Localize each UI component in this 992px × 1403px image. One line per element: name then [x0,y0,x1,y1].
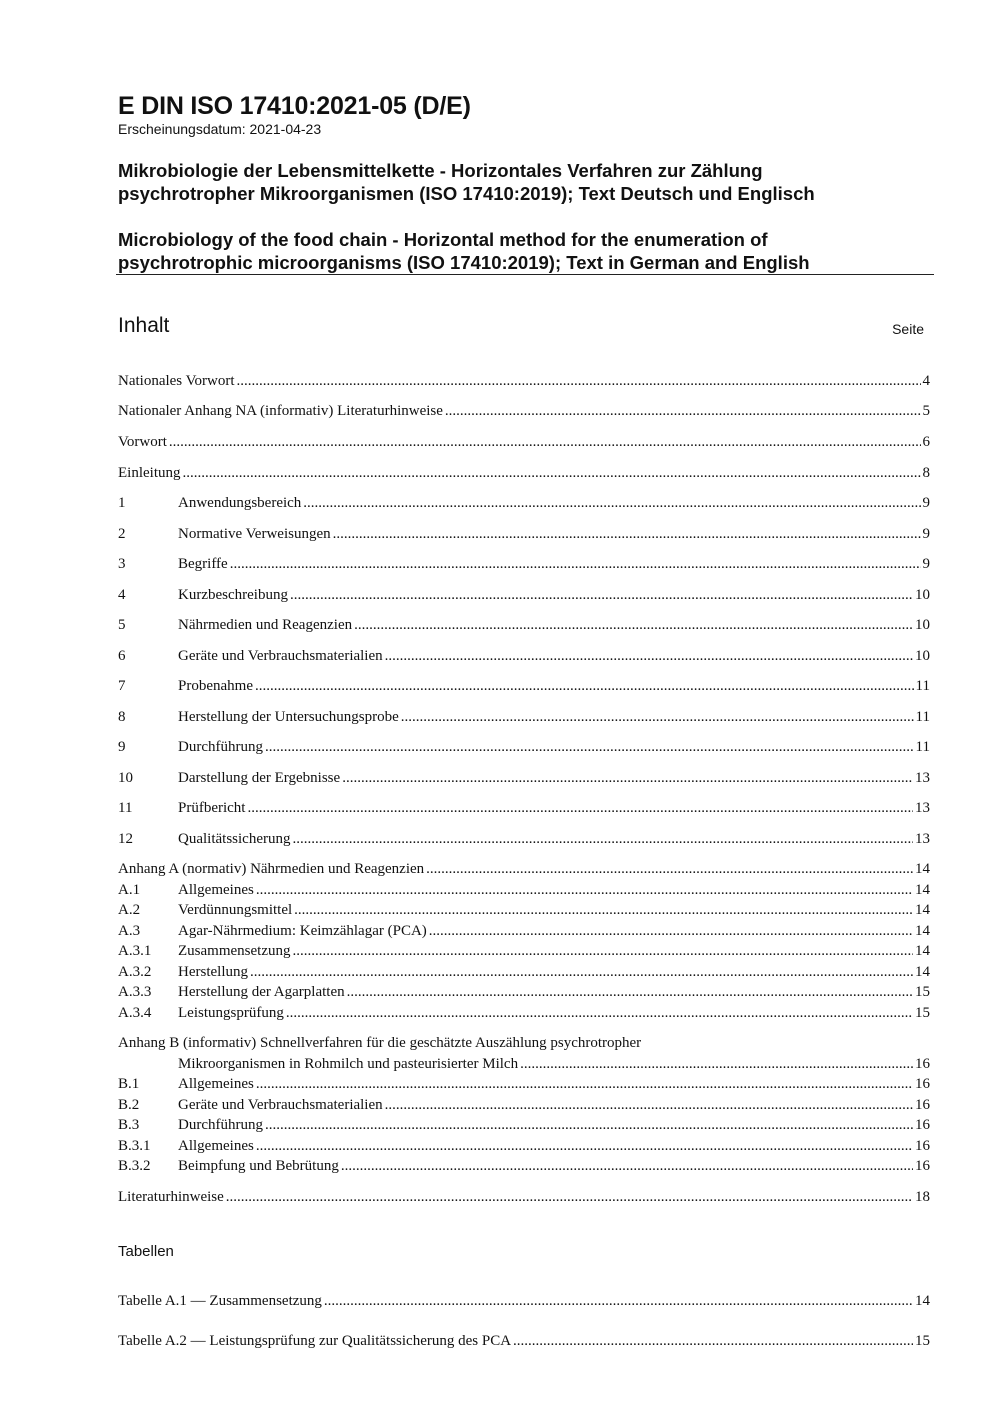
dot-leader [292,941,913,961]
toc-entry[interactable] [118,524,930,544]
dot-leader [247,798,913,818]
dot-leader [250,962,913,982]
toc-entry[interactable] [118,1095,930,1115]
toc-entry[interactable] [118,768,930,788]
toc-entry-page: 11 [915,739,930,755]
toc-entry-title: Durchführung [178,739,263,755]
toc-entry[interactable] [118,554,930,574]
toc-entry[interactable] [118,859,930,879]
toc-entry-title: Leistungsprüfung [178,1005,284,1021]
toc-entry-title: Herstellung [178,964,248,980]
toc-entry[interactable] [118,880,930,900]
toc-entry-title: Begriffe [178,556,228,572]
toc-entry-page: 14 [915,902,930,918]
dot-leader [256,880,913,900]
toc-entry-page: 5 [922,403,930,419]
dot-leader [226,1187,913,1207]
toc-entry[interactable] [118,1136,930,1156]
dot-leader [426,859,913,879]
dot-leader [429,921,913,941]
dot-leader [169,432,921,452]
toc-entry-page: 9 [922,526,930,542]
toc-entry-number: 12 [118,831,133,847]
publication-date: Erscheinungsdatum: 2021-04-23 [118,121,322,137]
toc-entry-title: Nationaler Anhang NA (informativ) Literaturhinweise [118,403,443,419]
toc-entry-title: Anhang A (normativ) Nährmedien und Reagenzien [118,861,425,877]
toc-entry-page: 14 [915,861,930,877]
toc-entry-number: B.1 [118,1076,140,1092]
toc-entry[interactable] [118,900,930,920]
toc-entry-title: Literaturhinweise [118,1189,224,1205]
title-english-line: psychrotrophic microorganisms (ISO 17410:2019); Text in German and English [118,252,810,273]
dot-leader [237,371,921,391]
toc-entry-page: 9 [922,556,930,572]
toc-entry[interactable] [118,1115,930,1135]
title-german-line: Mikrobiologie der Lebensmittelkette - Horizontales Verfahren zur Zählung [118,160,763,181]
toc-entry[interactable] [118,1331,930,1351]
toc-entry-page: 11 [915,709,930,725]
toc-entry-title: Allgemeines [178,882,254,898]
toc-heading: Inhalt [118,314,170,337]
toc-entry[interactable] [118,401,930,421]
toc-entry[interactable] [118,1074,930,1094]
dot-leader [342,768,913,788]
toc-entry-number: 11 [118,800,133,816]
toc-entry-number: A.3.3 [118,984,152,1000]
title-german-line: psychrotropher Mikroorganismen (ISO 17410:2019); Text Deutsch und Englisch [118,183,815,204]
dot-leader [513,1331,913,1351]
toc-entry-title: Vorwort [118,434,167,450]
toc-entry-page: 16 [915,1097,930,1113]
title-english [118,228,810,274]
toc-entry-number: 5 [118,617,126,633]
title-german [118,159,815,205]
dot-leader [324,1291,913,1311]
toc-entry-number: A.3 [118,923,141,939]
toc-entry-page: 16 [915,1138,930,1154]
toc-entry-number: A.2 [118,902,141,918]
toc-entry[interactable] [118,1054,930,1074]
toc-entry-number: A.3.4 [118,1005,152,1021]
dot-leader [292,829,913,849]
toc-entry-page: 10 [915,587,930,603]
toc-entry-page: 9 [922,495,930,511]
toc-entry-title: Durchführung [178,1117,263,1133]
dot-leader [401,707,914,727]
toc-entry-page: 11 [915,678,930,694]
dot-leader [256,1074,913,1094]
title-english-line: Microbiology of the food chain - Horizontal method for the enumeration of [118,229,768,250]
toc-entry-page: 18 [915,1189,930,1205]
toc-entry-page: 4 [922,373,930,389]
dot-leader [265,1115,913,1135]
toc-entry-number: 6 [118,648,126,664]
title-divider [116,274,934,275]
toc-entry-page: 14 [915,943,930,959]
toc-entry-title: Herstellung der Agarplatten [178,984,345,1000]
toc-entry-page: 10 [915,617,930,633]
toc-entry-number: 8 [118,709,126,725]
toc-entry[interactable] [118,707,930,727]
toc-entry-number: 7 [118,678,126,694]
toc-entry[interactable] [118,737,930,757]
toc-page-column-label: Seite [892,321,924,337]
toc-entry[interactable] [118,829,930,849]
toc-entry-number: 3 [118,556,126,572]
toc-entry-number: 1 [118,495,126,511]
toc-entry-number: 9 [118,739,126,755]
toc-entry-title: Allgemeines [178,1076,254,1092]
toc-entry-title: Allgemeines [178,1138,254,1154]
toc-entry[interactable] [118,615,930,635]
toc-entry-title: Darstellung der Ergebnisse [178,770,341,786]
dot-leader [255,676,914,696]
toc-entry-page: 15 [915,984,930,1000]
toc-entry-title: Einleitung [118,465,181,481]
toc-entry-page: 13 [915,800,930,816]
toc-entry-number: A.1 [118,882,141,898]
toc-entry[interactable] [118,646,930,666]
dot-leader [333,524,921,544]
toc-entry[interactable] [118,1003,930,1023]
toc-entry-number: B.3.2 [118,1158,151,1174]
toc-entry[interactable] [118,463,930,483]
toc-entry-page: 16 [915,1158,930,1174]
toc-entry-page: 8 [922,465,930,481]
toc-entry-page: 15 [915,1333,930,1349]
toc-entry-number: 4 [118,587,126,603]
toc-entry-title: Agar-Nährmedium: Keimzählagar (PCA) [178,923,427,939]
toc-entry-title: Kurzbeschreibung [178,587,288,603]
toc-entry[interactable] [118,941,930,961]
toc-entry[interactable] [118,493,930,513]
toc-entry-title: Beimpfung und Bebrütung [178,1158,339,1174]
toc-entry-title: Geräte und Verbrauchsmaterialien [178,648,383,664]
dot-leader [341,1156,913,1176]
toc-entry-title: Herstellung der Untersuchungsprobe [178,709,399,725]
toc-entry-page: 15 [915,1005,930,1021]
dot-leader [290,585,913,605]
toc-entry[interactable] [118,798,930,818]
toc-entry-number: A.3.2 [118,964,152,980]
toc-entry[interactable] [118,1156,930,1176]
toc-entry-page: 13 [915,831,930,847]
dot-leader [303,493,920,513]
toc-entry-title: Geräte und Verbrauchsmaterialien [178,1097,383,1113]
toc-entry-title: Nährmedien und Reagenzien [178,617,353,633]
toc-entry[interactable] [118,371,930,391]
dot-leader [347,982,913,1002]
toc-entry-title: Anhang B (informativ) Schnellverfahren für die geschätzte Auszählung psychrotropher [118,1035,642,1051]
toc-entry-title: Probenahme [178,678,253,694]
dot-leader [385,1095,913,1115]
dot-leader [183,463,921,483]
toc-entry-title: Mikroorganismen in Rohmilch und pasteurisierter Milch [178,1056,519,1072]
dot-leader [294,900,913,920]
document-id: E DIN ISO 17410:2021-05 (D/E) [118,92,471,120]
toc-entry[interactable] [118,1187,930,1207]
toc-entry-number: B.2 [118,1097,140,1113]
toc-entry-page: 16 [915,1056,930,1072]
toc-entry-title: Tabelle A.1 — Zusammensetzung [118,1293,322,1309]
toc-entry-number: B.3 [118,1117,140,1133]
toc-entry-title: Qualitätssicherung [178,831,291,847]
dot-leader [354,615,913,635]
toc-entry-page: 13 [915,770,930,786]
toc-entry[interactable] [118,982,930,1002]
toc-entry-title: Anwendungsbereich [178,495,302,511]
toc-entry[interactable] [118,962,930,982]
toc-entry[interactable] [118,1033,930,1053]
toc-entry-title: Nationales Vorwort [118,373,235,389]
toc-entry-title: Tabelle A.2 — Leistungsprüfung zur Qualitätssicherung des PCA [118,1333,512,1349]
toc-entry-title: Prüfbericht [178,800,246,816]
toc-entry-page: 6 [922,434,930,450]
toc-entry[interactable] [118,585,930,605]
toc-entry-page: 14 [915,1293,930,1309]
dot-leader [520,1054,913,1074]
dot-leader [286,1003,913,1023]
toc-entry-number: 10 [118,770,133,786]
toc-entry-number: 2 [118,526,126,542]
dot-leader [230,554,921,574]
toc-entry-page: 16 [915,1117,930,1133]
toc-entry-page: 14 [915,923,930,939]
toc-entry-number: B.3.1 [118,1138,151,1154]
dot-leader [265,737,914,757]
toc-entry-page: 14 [915,882,930,898]
tables-heading: Tabellen [118,1243,174,1260]
toc-entry-number: A.3.1 [118,943,152,959]
toc-entry-page: 14 [915,964,930,980]
toc-entry-title: Verdünnungsmittel [178,902,293,918]
dot-leader [256,1136,913,1156]
toc-entry[interactable] [118,676,930,696]
toc-entry[interactable] [118,1291,930,1311]
toc-entry[interactable] [118,432,930,452]
toc-entry-page: 10 [915,648,930,664]
toc-entry-title: Zusammensetzung [178,943,291,959]
toc-entry-page: 16 [915,1076,930,1092]
toc-entry[interactable] [118,921,930,941]
dot-leader [385,646,913,666]
dot-leader [445,401,921,421]
toc-entry-title: Normative Verweisungen [178,526,331,542]
